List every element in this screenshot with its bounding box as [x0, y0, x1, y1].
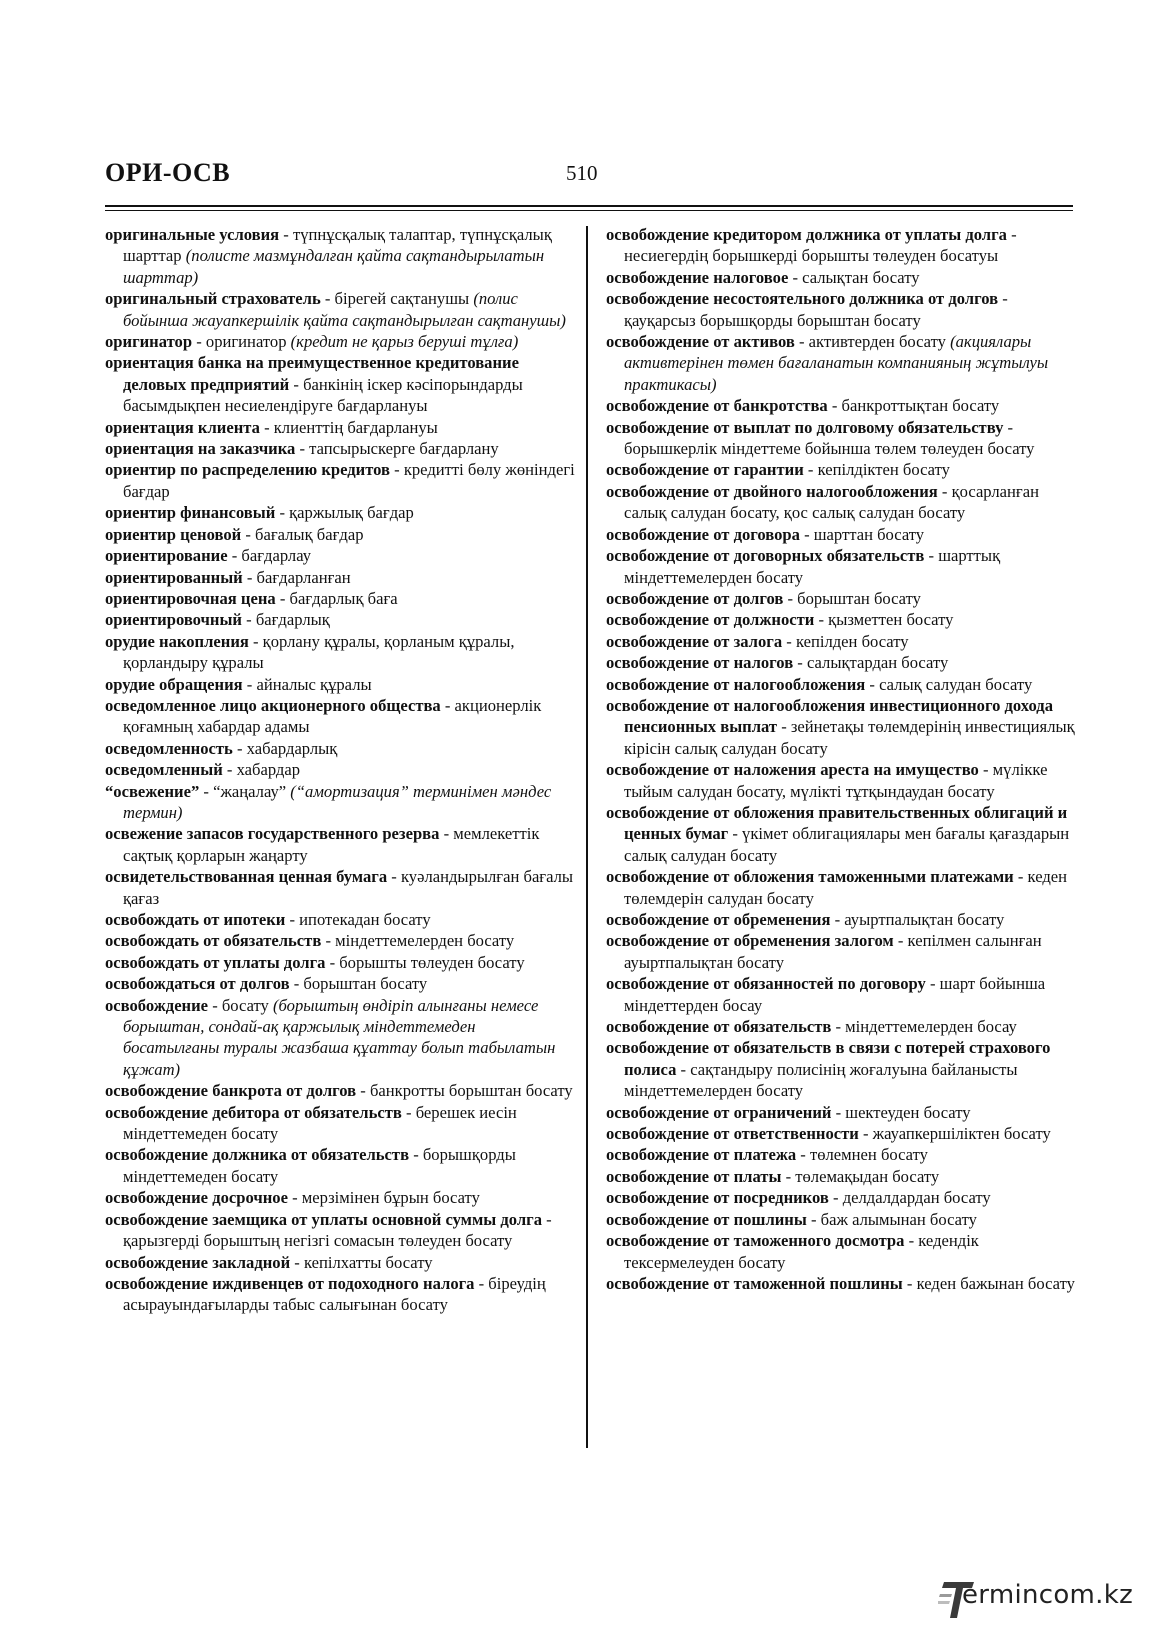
- entry-definition: - қосарланған салық салудан босату, қос салық салудан босату: [624, 481, 1039, 523]
- dictionary-entry: [105, 438, 575, 459]
- entry-definition: - бірегей сақтанушы: [320, 289, 474, 309]
- entry-definition: - міндеттемелерден босау: [831, 1017, 1017, 1037]
- entry-definition: - “жаңалау”: [199, 781, 291, 801]
- entry-term: освобождение от активов: [606, 332, 795, 352]
- entry-term: освобождение досрочное: [105, 1188, 288, 1208]
- dictionary-entry: [606, 1187, 1075, 1208]
- entry-term: оригинальные условия: [105, 225, 280, 244]
- entry-definition: - кеден төлемдерін салудан босату: [624, 867, 1068, 908]
- entry-term: ориентированный: [105, 567, 243, 587]
- dictionary-entry: [105, 288, 575, 331]
- entry-term: освобождение от ограничений: [606, 1102, 832, 1122]
- dictionary-entry: [606, 1209, 1075, 1230]
- dictionary-entry: [105, 631, 575, 674]
- entry-definition: - түпнұсқалық талаптар, түпнұсқалық шарттар: [123, 225, 552, 266]
- dictionary-entry: [606, 695, 1075, 759]
- entry-definition: - шектеуден босату: [831, 1102, 971, 1122]
- entry-definition: - кеден бажынан босату: [902, 1273, 1075, 1293]
- dictionary-entry: [606, 759, 1075, 802]
- entry-definition: - борышты төлеуден босату: [325, 952, 525, 972]
- entry-term: ориентир финансовый: [105, 503, 276, 523]
- entry-term: ориентирование: [105, 546, 228, 566]
- dictionary-entry: [105, 545, 575, 566]
- entry-term: освобождение от должности: [606, 610, 815, 630]
- entry-definition: - төлемақыдан босату: [781, 1166, 940, 1186]
- entry-definition: - кредитті бөлу жөніндегі бағдар: [123, 460, 575, 501]
- entry-note: (борыштың өндіріп алынғаны немесе борыштан, сондай-ақ қаржылық міндеттемеден босатылғаны туралы жазбаша құаттау болып табылатын құжат): [123, 995, 556, 1079]
- dictionary-entry: [606, 930, 1075, 973]
- entry-definition: - тапсырыскерге бағдарлану: [295, 439, 499, 459]
- entry-definition: - активтерден босату: [794, 332, 951, 352]
- entry-term: оригинатор: [105, 332, 193, 352]
- entry-definition: - банкротты борыштан босату: [356, 1081, 573, 1101]
- entry-term: освобождение от посредников: [606, 1188, 829, 1208]
- entry-term: освобождение налоговое: [606, 267, 789, 287]
- entry-term: освобождать от уплаты долга: [105, 952, 326, 972]
- entry-definition: - бағдарланған: [242, 567, 351, 587]
- dictionary-entry: [105, 1144, 575, 1187]
- entry-term: освобождение от залога: [606, 631, 783, 651]
- dictionary-entry: [105, 909, 575, 930]
- dictionary-entry: [105, 1102, 575, 1145]
- dictionary-entry: [606, 224, 1075, 267]
- entry-term: освобождение несостоятельного должника от долгов: [606, 289, 999, 309]
- entry-note: (“амортизация” терминімен мәндес термин): [123, 781, 552, 822]
- dictionary-entry: [105, 352, 575, 416]
- entry-definition: - берешек иесін міндеттемеден босату: [123, 1102, 517, 1144]
- entry-term: освобождение от обязанностей по договору: [606, 974, 926, 994]
- entry-term: освобождение должника от обязательств: [105, 1145, 410, 1165]
- dictionary-entry: [105, 674, 575, 695]
- dictionary-entry: [105, 1080, 575, 1101]
- entry-definition: - кепілдіктен босату: [803, 460, 950, 480]
- entry-term: ориентировочный: [105, 610, 242, 630]
- dictionary-entry: [606, 288, 1075, 331]
- entry-term: освобождение: [105, 995, 209, 1015]
- entry-definition: - борышқорды міндеттемеден босату: [123, 1145, 516, 1186]
- dictionary-entry: [105, 1252, 575, 1273]
- entry-definition: - қауқарсыз борышқорды борыштан босату: [624, 289, 1008, 330]
- entry-definition: - хабардарлық: [232, 738, 338, 758]
- entry-definition: - кепілмен салынған ауыртпалықтан босату: [624, 931, 1042, 972]
- entry-definition: - оригинатор: [192, 332, 291, 352]
- entry-definition: - төлемнен босату: [796, 1145, 928, 1165]
- dictionary-entry: [606, 1144, 1075, 1165]
- entry-term: освобождение от обременения: [606, 910, 831, 929]
- entry-term: освобождение от долгов: [606, 588, 784, 608]
- dictionary-entry: [606, 459, 1075, 480]
- entry-definition: - ипотекадан босату: [285, 910, 431, 929]
- entry-term: освобождение дебитора от обязательств: [105, 1102, 402, 1122]
- entry-term: ориентация клиента: [105, 417, 260, 437]
- dictionary-entry: [606, 1230, 1075, 1273]
- entry-note: (полис бойынша жауапкершілік қайта сақтандырылған сақтанушы): [123, 289, 566, 330]
- entry-definition: - қарызгерді борыштың негізгі сомасын төлеуден босату: [123, 1209, 552, 1251]
- entry-term: освобождение от наложения ареста на имущество: [606, 760, 979, 780]
- dictionary-entry: [606, 395, 1075, 416]
- entry-definition: - делдалдардан босату: [828, 1188, 991, 1208]
- entry-term: освобождение заемщика от уплаты основной суммы долга: [105, 1209, 543, 1229]
- entry-term: освобождение от договора: [606, 524, 800, 544]
- dictionary-entry: [606, 524, 1075, 545]
- entry-term: осведомленность: [105, 738, 233, 758]
- entry-term: освобождать от обязательств: [105, 931, 322, 951]
- dictionary-entry: [606, 909, 1075, 930]
- dictionary-entry: [105, 973, 575, 994]
- dictionary-entry: [606, 609, 1075, 630]
- entry-definition: - айналыс құралы: [242, 674, 372, 694]
- entry-note: (полисте мазмұндалған қайта сақтандырылатын шарттар): [123, 246, 545, 287]
- entry-definition: - қаржылық бағдар: [275, 503, 414, 523]
- entry-definition: - бағалық бағдар: [241, 524, 364, 544]
- entry-definition: - шарттық міндеттемелерден босату: [624, 546, 1001, 587]
- entry-definition: - босату: [208, 995, 274, 1015]
- dictionary-entry: [105, 224, 575, 288]
- entry-definition: - үкімет облигациялары мен бағалы қағаздарын салық салудан босату: [624, 824, 1070, 865]
- entry-definition: - міндеттемелерден босату: [321, 931, 515, 951]
- dictionary-entry: [606, 1123, 1075, 1144]
- header-rule: [105, 205, 1073, 207]
- dictionary-entry: [105, 1273, 575, 1316]
- entry-term: освобождение от налогов: [606, 653, 794, 673]
- entry-definition: - сақтандыру полисінің жоғалуына байланысты міндеттемелерден босату: [624, 1059, 1018, 1101]
- dictionary-entry: [606, 588, 1075, 609]
- dictionary-entry: [606, 1016, 1075, 1037]
- entry-term: освобождение от обязательств в связи с потерей страхового полиса: [606, 1038, 1051, 1079]
- entry-term: освобождать от ипотеки: [105, 910, 286, 929]
- dictionary-entry: [606, 1166, 1075, 1187]
- entry-definition: - банкроттықтан босату: [827, 396, 1000, 416]
- entry-definition: - кедендік тексермелеуден босату: [624, 1231, 979, 1272]
- entry-definition: - хабардар: [222, 760, 301, 780]
- entry-definition: - шарт бойынша міндеттерден босау: [624, 974, 1046, 1015]
- entry-term: освобождение от налогообложения: [606, 674, 866, 694]
- entry-term: осведомленное лицо акционерного общества: [105, 695, 441, 715]
- entry-definition: - жауапкершіліктен босату: [858, 1124, 1051, 1144]
- dictionary-entry: [105, 995, 575, 1081]
- dictionary-entry: [105, 417, 575, 438]
- entry-term: освобождение от гарантии: [606, 460, 804, 480]
- dictionary-entry: [606, 1273, 1075, 1294]
- entry-term: освобождение от обременения залогом: [606, 931, 894, 951]
- entry-definition: - біреудің асырауындағыларды табыс салығынан босату: [123, 1273, 546, 1315]
- entry-definition: - банкінің іскер кәсіпорындарды басымдықпен несиелендіруге бағдарлануы: [123, 374, 523, 416]
- dictionary-entry: [606, 417, 1075, 460]
- dictionary-entry: [606, 331, 1075, 395]
- entry-definition: - бағдарлық баға: [275, 588, 398, 608]
- entry-definition: - зейнетақы төлемдерінің инвестициялық кірісін салық салудан босату: [624, 717, 1075, 758]
- entry-term: ориентировочная цена: [105, 588, 276, 608]
- dictionary-entry: [606, 1037, 1075, 1101]
- entry-term: освобождение от двойного налогообложения: [606, 481, 938, 501]
- dictionary-entry: [606, 545, 1075, 588]
- entry-term: осведомленный: [105, 760, 223, 780]
- entry-definition: - салықтардан босату: [793, 653, 949, 673]
- entry-term: освежение запасов государственного резерва: [105, 824, 440, 844]
- entry-definition: - борыштан босату: [289, 974, 428, 994]
- entry-definition: - кепілхатты босату: [290, 1252, 433, 1272]
- entry-term: освобождение от таможенного досмотра: [606, 1231, 905, 1251]
- entry-term: ориентация банка на преимущественное кредитование деловых предприятий: [105, 353, 519, 394]
- entry-term: ориентир ценовой: [105, 524, 242, 544]
- entry-term: освобождение от пошлины: [606, 1209, 807, 1229]
- entry-term: оригинальный страхователь: [105, 289, 321, 309]
- dictionary-entry: [105, 1209, 575, 1252]
- entry-note: (кредит не қарыз беруші тұлға): [290, 332, 519, 352]
- right-column: [606, 224, 1075, 1294]
- dictionary-entry: [105, 930, 575, 951]
- entry-term: освобождение кредитором должника от уплаты долга: [606, 225, 1007, 244]
- entry-definition: - қорлану құралы, қорланым құралы, қорландыру құралы: [123, 631, 515, 673]
- entry-term: орудие обращения: [105, 674, 243, 694]
- entry-definition: - ауыртпалықтан босату: [830, 910, 1005, 929]
- entry-term: освобождение от налогообложения инвестиционного дохода пенсионных выплат: [606, 695, 1053, 737]
- dictionary-entry: [105, 738, 575, 759]
- dictionary-entry: [105, 952, 575, 973]
- entry-definition: - салықтан босату: [788, 267, 920, 287]
- dictionary-entry: [105, 823, 575, 866]
- entry-definition: - мүлікке тыйым салудан босату, мүлікті тұтқындаудан босату: [624, 760, 1048, 801]
- dictionary-entry: [105, 1187, 575, 1208]
- dictionary-entry: [105, 759, 575, 780]
- entry-term: освобождение от ответственности: [606, 1124, 859, 1144]
- entry-definition: - бағдарлық: [242, 610, 330, 630]
- left-column: [105, 224, 575, 1316]
- entry-definition: - куәландырылған бағалы қағаз: [123, 867, 574, 908]
- dictionary-entry: [105, 695, 575, 738]
- entry-definition: - мерзімінен бұрын босату: [287, 1188, 480, 1208]
- entry-term: освобождение от банкротства: [606, 396, 828, 416]
- entry-term: освидетельствованная ценная бумага: [105, 867, 388, 887]
- dictionary-entry: [105, 524, 575, 545]
- entry-definition: - қызметтен босату: [814, 610, 954, 630]
- entry-definition: - мемлекеттік сақтық қорларын жаңарту: [123, 824, 540, 865]
- entry-term: освобождаться от долгов: [105, 974, 290, 994]
- entry-term: освобождение иждивенцев от подоходного налога: [105, 1273, 475, 1293]
- entry-term: ориентация на заказчика: [105, 439, 296, 459]
- entry-term: освобождение от выплат по долговому обязательству: [606, 417, 1004, 437]
- entry-term: освобождение от платы: [606, 1166, 782, 1186]
- entry-definition: - борыштан босату: [783, 588, 921, 608]
- running-header: ОРИ-ОСВ: [105, 158, 231, 187]
- entry-definition: - бағдарлау: [227, 546, 312, 566]
- dictionary-entry: [105, 502, 575, 523]
- entry-definition: - салық салудан босату: [865, 674, 1033, 694]
- page-number: 510: [566, 161, 598, 185]
- header-rule-thin: [105, 210, 1073, 211]
- entry-definition: - шарттан босату: [799, 524, 925, 544]
- entry-definition: - несиегердің борышкерді борышты төлеуден босатуы: [624, 225, 1017, 266]
- entry-definition: - баж алымынан босату: [806, 1209, 977, 1229]
- dictionary-entry: [105, 609, 575, 630]
- dictionary-entry: [105, 331, 575, 352]
- dictionary-entry: [105, 459, 575, 502]
- entry-term: орудие накопления: [105, 631, 249, 651]
- entry-term: освобождение от таможенной пошлины: [606, 1273, 903, 1293]
- entry-term: освобождение закладной: [105, 1252, 291, 1272]
- entry-term: ориентир по распределению кредитов: [105, 460, 390, 480]
- dictionary-entry: [105, 781, 575, 824]
- dictionary-entry: [606, 631, 1075, 652]
- entry-term: “освежение”: [105, 781, 200, 801]
- dictionary-entry: [105, 588, 575, 609]
- entry-definition: - кепілден босату: [782, 631, 909, 651]
- dictionary-entry: [606, 652, 1075, 673]
- dictionary-entry: [606, 481, 1075, 524]
- entry-term: освобождение банкрота от долгов: [105, 1081, 357, 1101]
- entry-term: освобождение от обложения правительственных облигаций и ценных бумаг: [606, 802, 1068, 844]
- entry-definition: - клиенттің бағдарлануы: [259, 417, 438, 437]
- dictionary-entry: [105, 866, 575, 909]
- dictionary-entry: [606, 866, 1075, 909]
- entry-term: освобождение от платежа: [606, 1145, 797, 1165]
- dictionary-entry: [606, 1102, 1075, 1123]
- dictionary-entry: [606, 267, 1075, 288]
- entry-definition: - акционерлік қоғамның хабардар адамы: [123, 695, 542, 737]
- column-divider: [586, 226, 588, 1448]
- entry-term: освобождение от обязательств: [606, 1017, 832, 1037]
- entry-definition: - борышкерлік міндеттеме бойынша төлем төлеуден босату: [624, 417, 1035, 459]
- entry-term: освобождение от обложения таможенными платежами: [606, 867, 1014, 887]
- dictionary-entry: [105, 567, 575, 588]
- entry-note: (акциялары активтерінен төмен бағаланатын компанияның жұтылуы практикасы): [624, 332, 1049, 394]
- dictionary-entry: [606, 973, 1075, 1016]
- dictionary-entry: [606, 674, 1075, 695]
- dictionary-entry: [606, 802, 1075, 866]
- logo-text: ermincom.kz: [962, 1580, 1134, 1610]
- entry-term: освобождение от договорных обязательств: [606, 546, 925, 566]
